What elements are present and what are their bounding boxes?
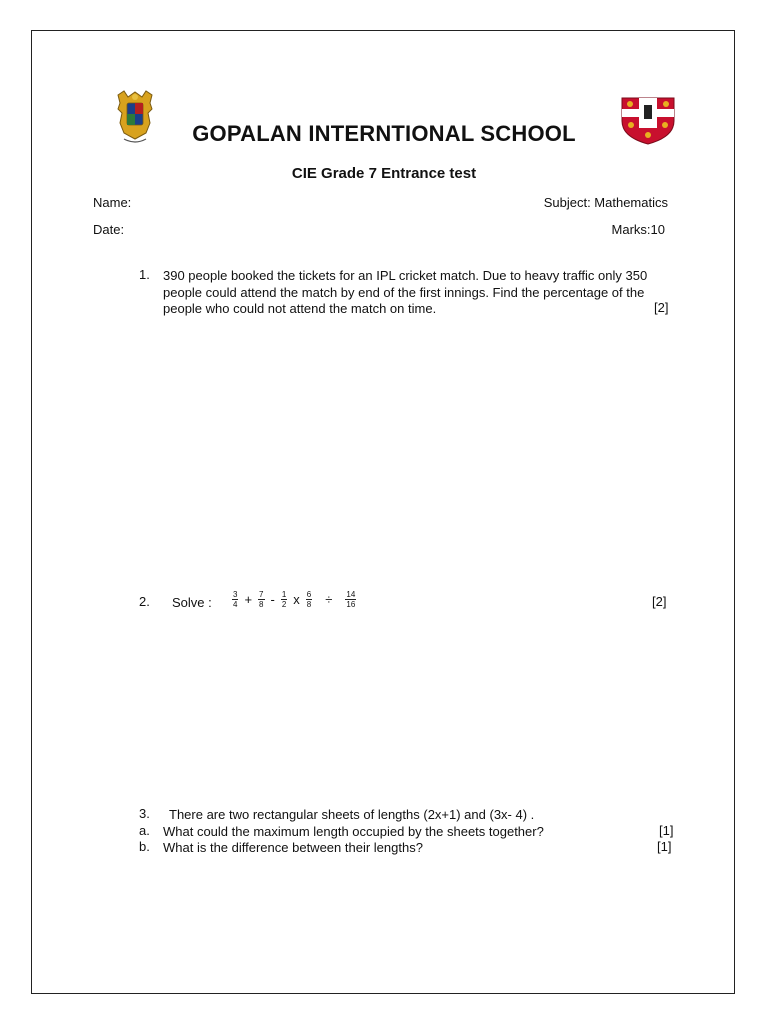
q1-number: 1. [139, 267, 150, 282]
fraction-1: $\frac{3}{4}$ [233, 590, 238, 609]
q3b-marks: [1] [657, 839, 672, 854]
test-title: CIE Grade 7 Entrance test [291, 165, 477, 182]
operator-times: x [293, 592, 300, 607]
school-name: GOPALAN INTERNTIONAL SCHOOL [192, 121, 576, 146]
q3b-label: b. [139, 839, 150, 854]
q3-text: There are two rectangular sheets of lengths (2x+1) and (3x- 4) . [169, 807, 535, 822]
fraction-4: $\frac{6}{8}$ [306, 590, 312, 609]
name-label: Name: [93, 195, 132, 210]
q3-number: 3. [139, 806, 150, 821]
fraction-3: $\frac{1}{2}$ [281, 590, 287, 609]
operator-minus: - [270, 592, 275, 607]
q3a-label: a. [139, 823, 150, 838]
q3a-text: What could the maximum length occupied by the sheets together? [163, 824, 544, 839]
marks-label: Marks:10 [611, 222, 665, 237]
fraction-5: $\frac{14}{16}$ [346, 590, 356, 609]
q2-number: 2. [139, 594, 150, 609]
operator-divide: ÷ [325, 592, 333, 607]
q1-marks: [2] [654, 300, 669, 315]
q2-expression [229, 590, 359, 609]
subject-label: Subject: Mathematics [543, 195, 668, 210]
q1-line-1: 390 people booked the tickets for an IPL cricket match. Due to heavy traffic only 350 [163, 268, 648, 283]
q3b-text: What is the difference between their lengths? [163, 840, 423, 855]
q3a-marks: [1] [659, 823, 674, 838]
fraction-2: $\frac{7}{8}$ [259, 590, 264, 609]
q2-label: Solve : [172, 595, 212, 610]
q1-line-3: people who could not attend the match on time. [163, 301, 437, 316]
q1-line-2: people could attend the match by end of the first innings. Find the percentage of the [163, 285, 645, 300]
operator-plus: + [244, 592, 253, 607]
date-label: Date: [93, 222, 125, 237]
q2-marks: [2] [652, 594, 667, 609]
